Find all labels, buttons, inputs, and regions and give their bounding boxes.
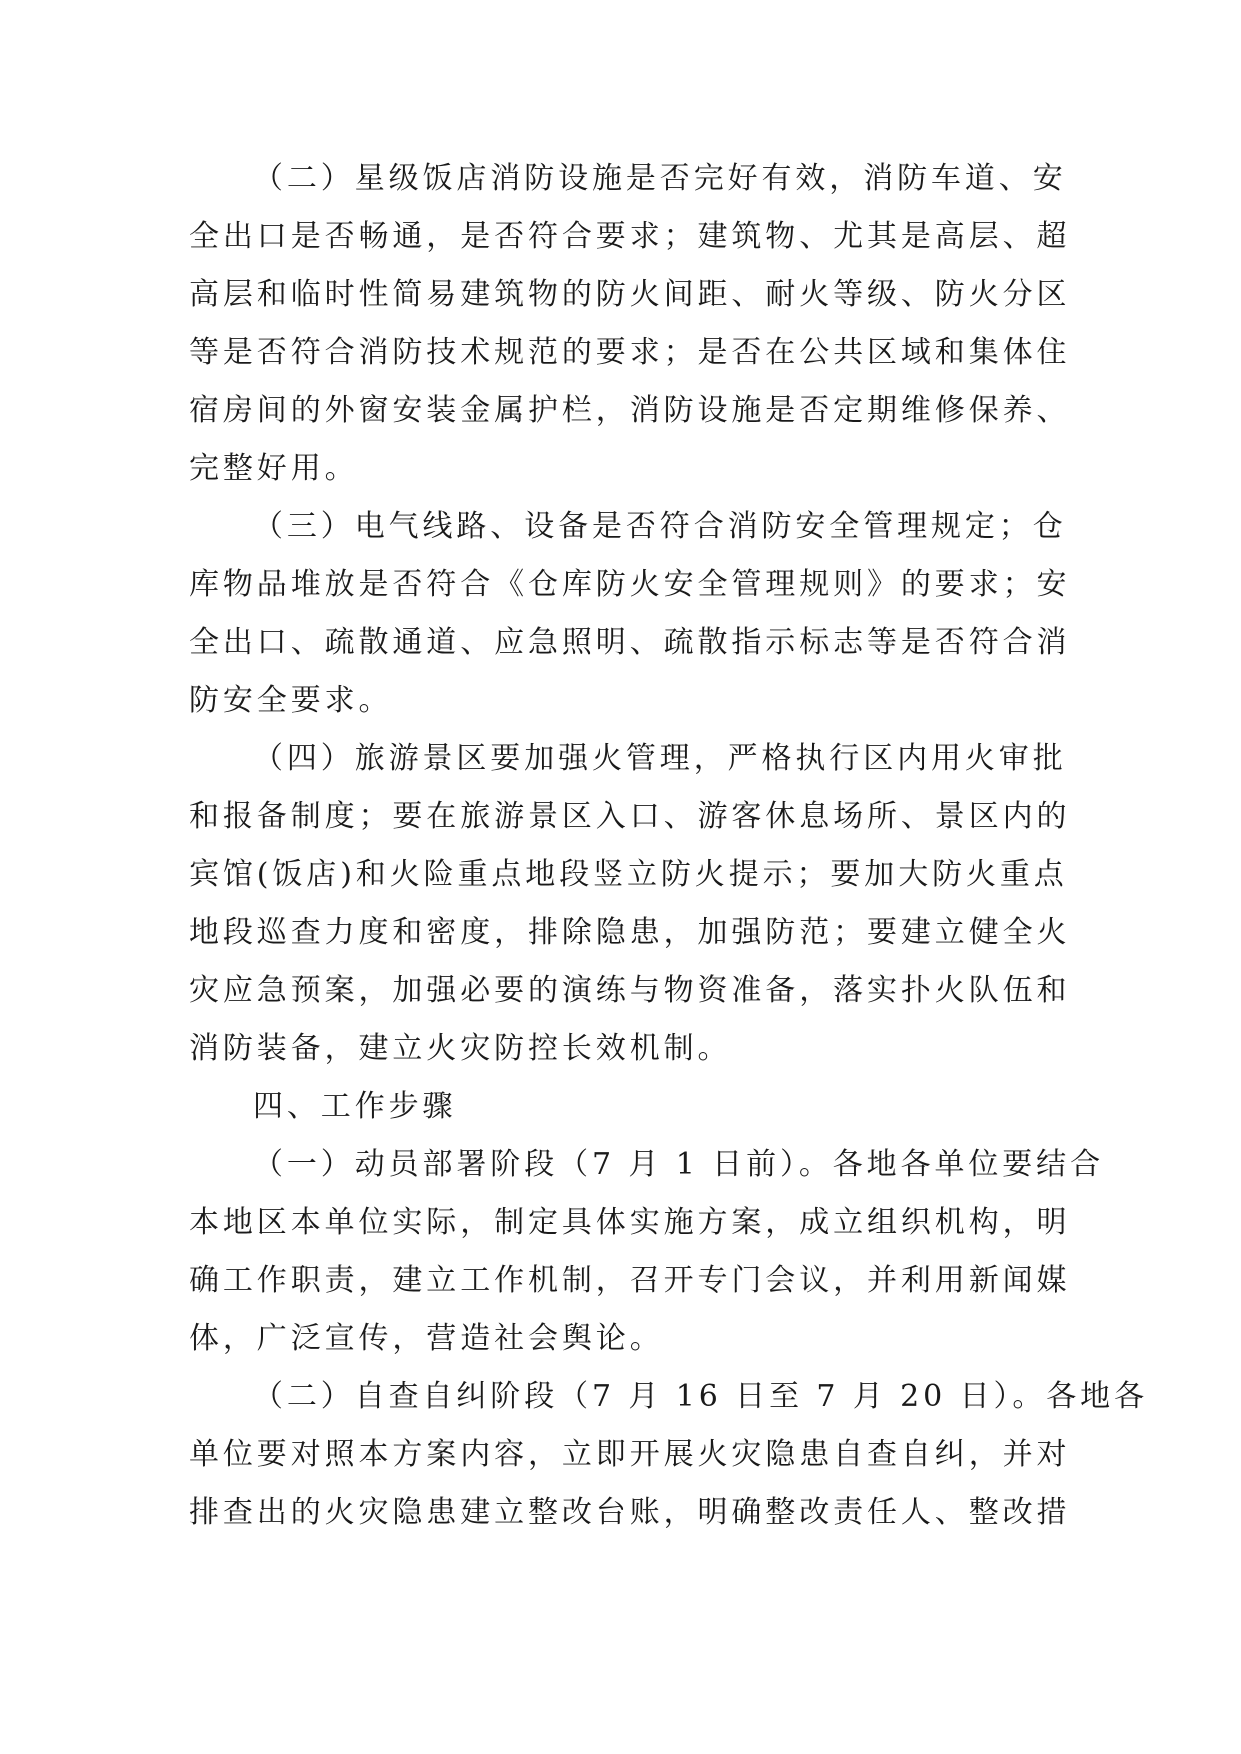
paragraph-line: （一）动员部署阶段（7 月 1 日前）。各地各单位要结合 bbox=[253, 1147, 1104, 1182]
paragraph-line: 库物品堆放是否符合《仓库防火安全管理规则》的要求；安 bbox=[189, 567, 1071, 602]
paragraph-line: （二）自查自纠阶段（7 月 16 日至 7 月 20 日）。各地各 bbox=[253, 1379, 1148, 1414]
paragraph-line: 和报备制度；要在旅游景区入口、游客休息场所、景区内的 bbox=[189, 799, 1071, 834]
paragraph-line: 单位要对照本方案内容，立即开展火灾隐患自查自纠，并对 bbox=[189, 1437, 1071, 1472]
paragraph-line: 体，广泛宣传，营造社会舆论。 bbox=[189, 1321, 664, 1356]
paragraph-line: 确工作职责，建立工作机制，召开专门会议，并利用新闻媒 bbox=[189, 1263, 1071, 1298]
paragraph-line: 防安全要求。 bbox=[189, 683, 393, 718]
paragraph-line: 宾馆(饭店)和火险重点地段竖立防火提示；要加大防火重点 bbox=[189, 857, 1068, 892]
paragraph-line: 灾应急预案，加强必要的演练与物资准备，落实扑火队伍和 bbox=[189, 973, 1071, 1008]
paragraph-line: （三）电气线路、设备是否符合消防安全管理规定；仓 bbox=[253, 509, 1067, 544]
paragraph-line: 全出口、疏散通道、应急照明、疏散指示标志等是否符合消 bbox=[189, 625, 1071, 660]
paragraph-line: 排查出的火灾隐患建立整改台账，明确整改责任人、整改措 bbox=[189, 1495, 1071, 1530]
paragraph-line: 宿房间的外窗安装金属护栏，消防设施是否定期维修保养、 bbox=[189, 393, 1071, 428]
paragraph-line: 消防装备，建立火灾防控长效机制。 bbox=[189, 1031, 732, 1066]
paragraph-line: （四）旅游景区要加强火管理，严格执行区内用火审批 bbox=[253, 741, 1067, 776]
paragraph-line: 本地区本单位实际，制定具体实施方案，成立组织机构，明 bbox=[189, 1205, 1071, 1240]
paragraph-line: 高层和临时性简易建筑物的防火间距、耐火等级、防火分区 bbox=[189, 277, 1071, 312]
paragraph-line: 完整好用。 bbox=[189, 451, 359, 486]
document-body bbox=[189, 150, 1148, 1542]
paragraph-line: （二）星级饭店消防设施是否完好有效，消防车道、安 bbox=[253, 161, 1067, 196]
paragraph-line: 全出口是否畅通，是否符合要求；建筑物、尤其是高层、超 bbox=[189, 219, 1071, 254]
section-heading: 四、工作步骤 bbox=[253, 1089, 457, 1124]
paragraph-line: 等是否符合消防技术规范的要求；是否在公共区域和集体住 bbox=[189, 335, 1071, 370]
paragraph-line: 地段巡查力度和密度，排除隐患，加强防范；要建立健全火 bbox=[189, 915, 1071, 950]
